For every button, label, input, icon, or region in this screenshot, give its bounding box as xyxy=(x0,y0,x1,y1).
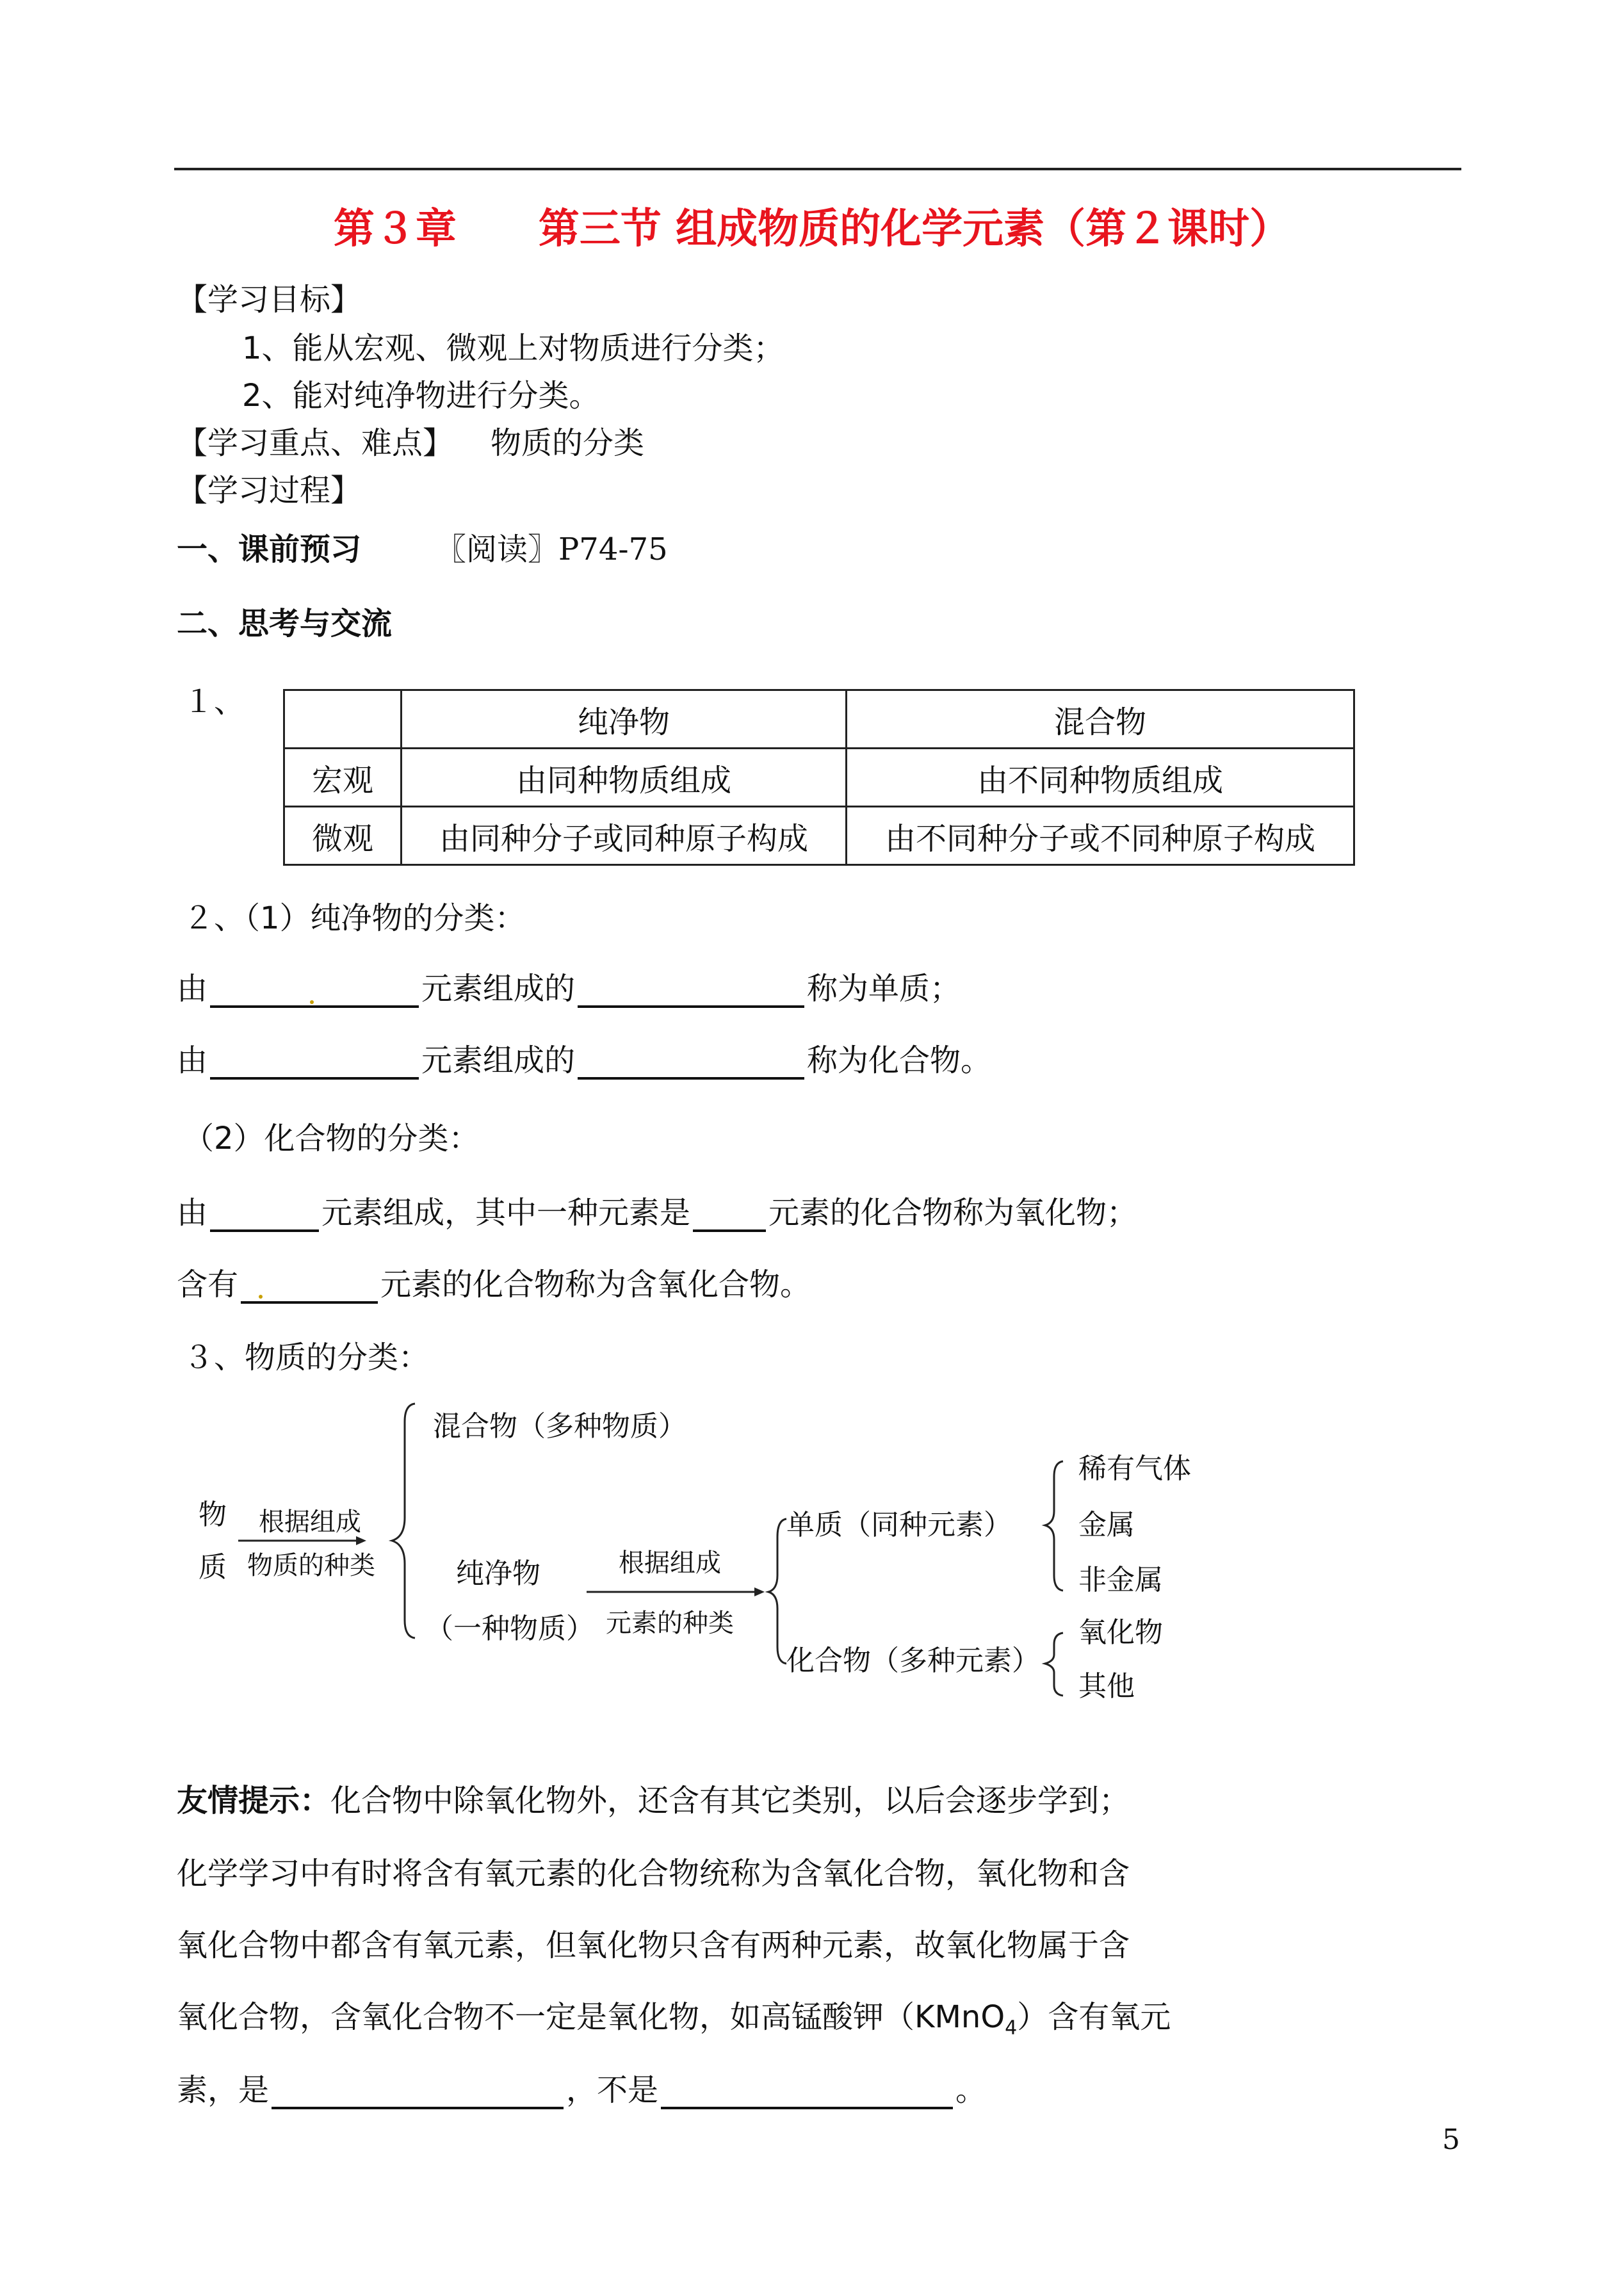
text: 称为化合物。 xyxy=(807,1042,992,1078)
diagram-element: 单质（同种元素） xyxy=(786,1509,1012,1541)
diagram-pure-substance-note: （一种物质） xyxy=(425,1612,594,1645)
diagram-arrow1-top-label: 根据组成 xyxy=(259,1507,361,1537)
page-title: 第３章 第三节 组成物质的化学元素（第２课时） xyxy=(333,206,1291,253)
tip-line-3: 氧化合物中都含有氧元素，但氧化物只含有两种元素，故氧化物属于含 xyxy=(177,1927,1130,1963)
process-heading: 【学习过程】 xyxy=(177,473,362,508)
key-points-heading: 【学习重点、难点】 xyxy=(177,425,454,461)
q3-label: ３、物质的分类： xyxy=(183,1340,430,1375)
diagram-arrow1-bottom-label: 物质的种类 xyxy=(247,1551,375,1580)
diagram-mixture: 混合物（多种物质） xyxy=(433,1410,686,1443)
text: 素，是 xyxy=(177,2072,270,2108)
tip-line-1 xyxy=(177,1781,1130,1820)
q2-part2-label: （2）化合物的分类： xyxy=(183,1121,480,1156)
fill-blank[interactable] xyxy=(661,2075,953,2109)
text: 称为单质； xyxy=(807,971,961,1007)
text: 元素组成的 xyxy=(421,971,576,1007)
text: 元素的化合物称为氧化物； xyxy=(768,1195,1138,1231)
text: 氧化合物，含氧化合物不一定是氧化物，如高锰酸钾（KMnO xyxy=(177,1999,1005,2035)
table-header-mixture: 混合物 xyxy=(847,690,1354,749)
objective-item-1: 1、能从宏观、微观上对物质进行分类； xyxy=(242,330,784,366)
table-cell: 由不同种分子或不同种原子构成 xyxy=(847,807,1354,865)
text: 由 xyxy=(177,1042,208,1078)
table-cell: 由同种分子或同种原子构成 xyxy=(402,807,847,865)
text: ）含有氧元 xyxy=(1017,1999,1171,2035)
tip-line-4 xyxy=(177,1998,1171,2048)
text: 含有 xyxy=(177,1267,239,1302)
section-preview-label: 一、课前预习 xyxy=(177,531,362,567)
table-row-label-macro: 宏观 xyxy=(284,749,402,807)
diagram-oxide: 氧化物 xyxy=(1078,1616,1163,1649)
fill-blank[interactable] xyxy=(272,2075,564,2109)
table-cell: 由同种物质组成 xyxy=(402,749,847,807)
diagram-other: 其他 xyxy=(1078,1670,1135,1703)
text: 由 xyxy=(177,1195,208,1231)
text: 元素的化合物称为含氧化合物。 xyxy=(380,1267,811,1302)
text: 由 xyxy=(177,971,208,1007)
tip-line-5 xyxy=(177,2071,986,2109)
section-preview-reading: 〖阅读〗P74-75 xyxy=(435,531,668,567)
text: 。 xyxy=(955,2072,987,2108)
q2-part1-label: ２、（1）纯净物的分类： xyxy=(183,900,526,936)
objective-item-2: 2、能对纯净物进行分类。 xyxy=(242,378,600,414)
diagram-compound: 化合物（多种元素） xyxy=(786,1644,1040,1677)
diagram-pure-substance: 纯净物 xyxy=(456,1557,540,1590)
diagram-metal: 金属 xyxy=(1078,1509,1135,1541)
objectives-heading: 【学习目标】 xyxy=(177,282,362,318)
diagram-noble-gas: 稀有气体 xyxy=(1078,1452,1191,1485)
diagram-root-char-1: 物 xyxy=(199,1498,227,1531)
text: 元素组成的 xyxy=(421,1042,576,1078)
subscript: 4 xyxy=(1005,2016,1018,2040)
diagram-root-char-2: 质 xyxy=(199,1551,227,1584)
q1-number: １、 xyxy=(183,684,245,720)
table-row-label-micro: 微观 xyxy=(284,807,402,865)
text: 元素组成，其中一种元素是 xyxy=(321,1195,691,1231)
diagram-nonmetal: 非金属 xyxy=(1078,1564,1163,1596)
tip-line-2: 化学学习中有时将含有氧元素的化合物统称为含氧化合物，氧化物和含 xyxy=(177,1856,1130,1892)
page-number: 5 xyxy=(1442,2123,1460,2156)
tip-label: 友情提示： xyxy=(177,1783,331,1819)
text: ，不是 xyxy=(566,2072,659,2108)
section-discussion-label: 二、思考与交流 xyxy=(177,606,393,642)
table-cell: 由不同种物质组成 xyxy=(847,749,1354,807)
diagram-arrow2-bottom-label: 元素的种类 xyxy=(606,1609,734,1638)
key-points-text: 物质的分类 xyxy=(491,425,645,461)
table-header-pure: 纯净物 xyxy=(402,690,847,749)
diagram-arrow2-top-label: 根据组成 xyxy=(619,1548,721,1578)
text: 化合物中除氧化物外，还含有其它类别，以后会逐步学到； xyxy=(330,1783,1130,1819)
